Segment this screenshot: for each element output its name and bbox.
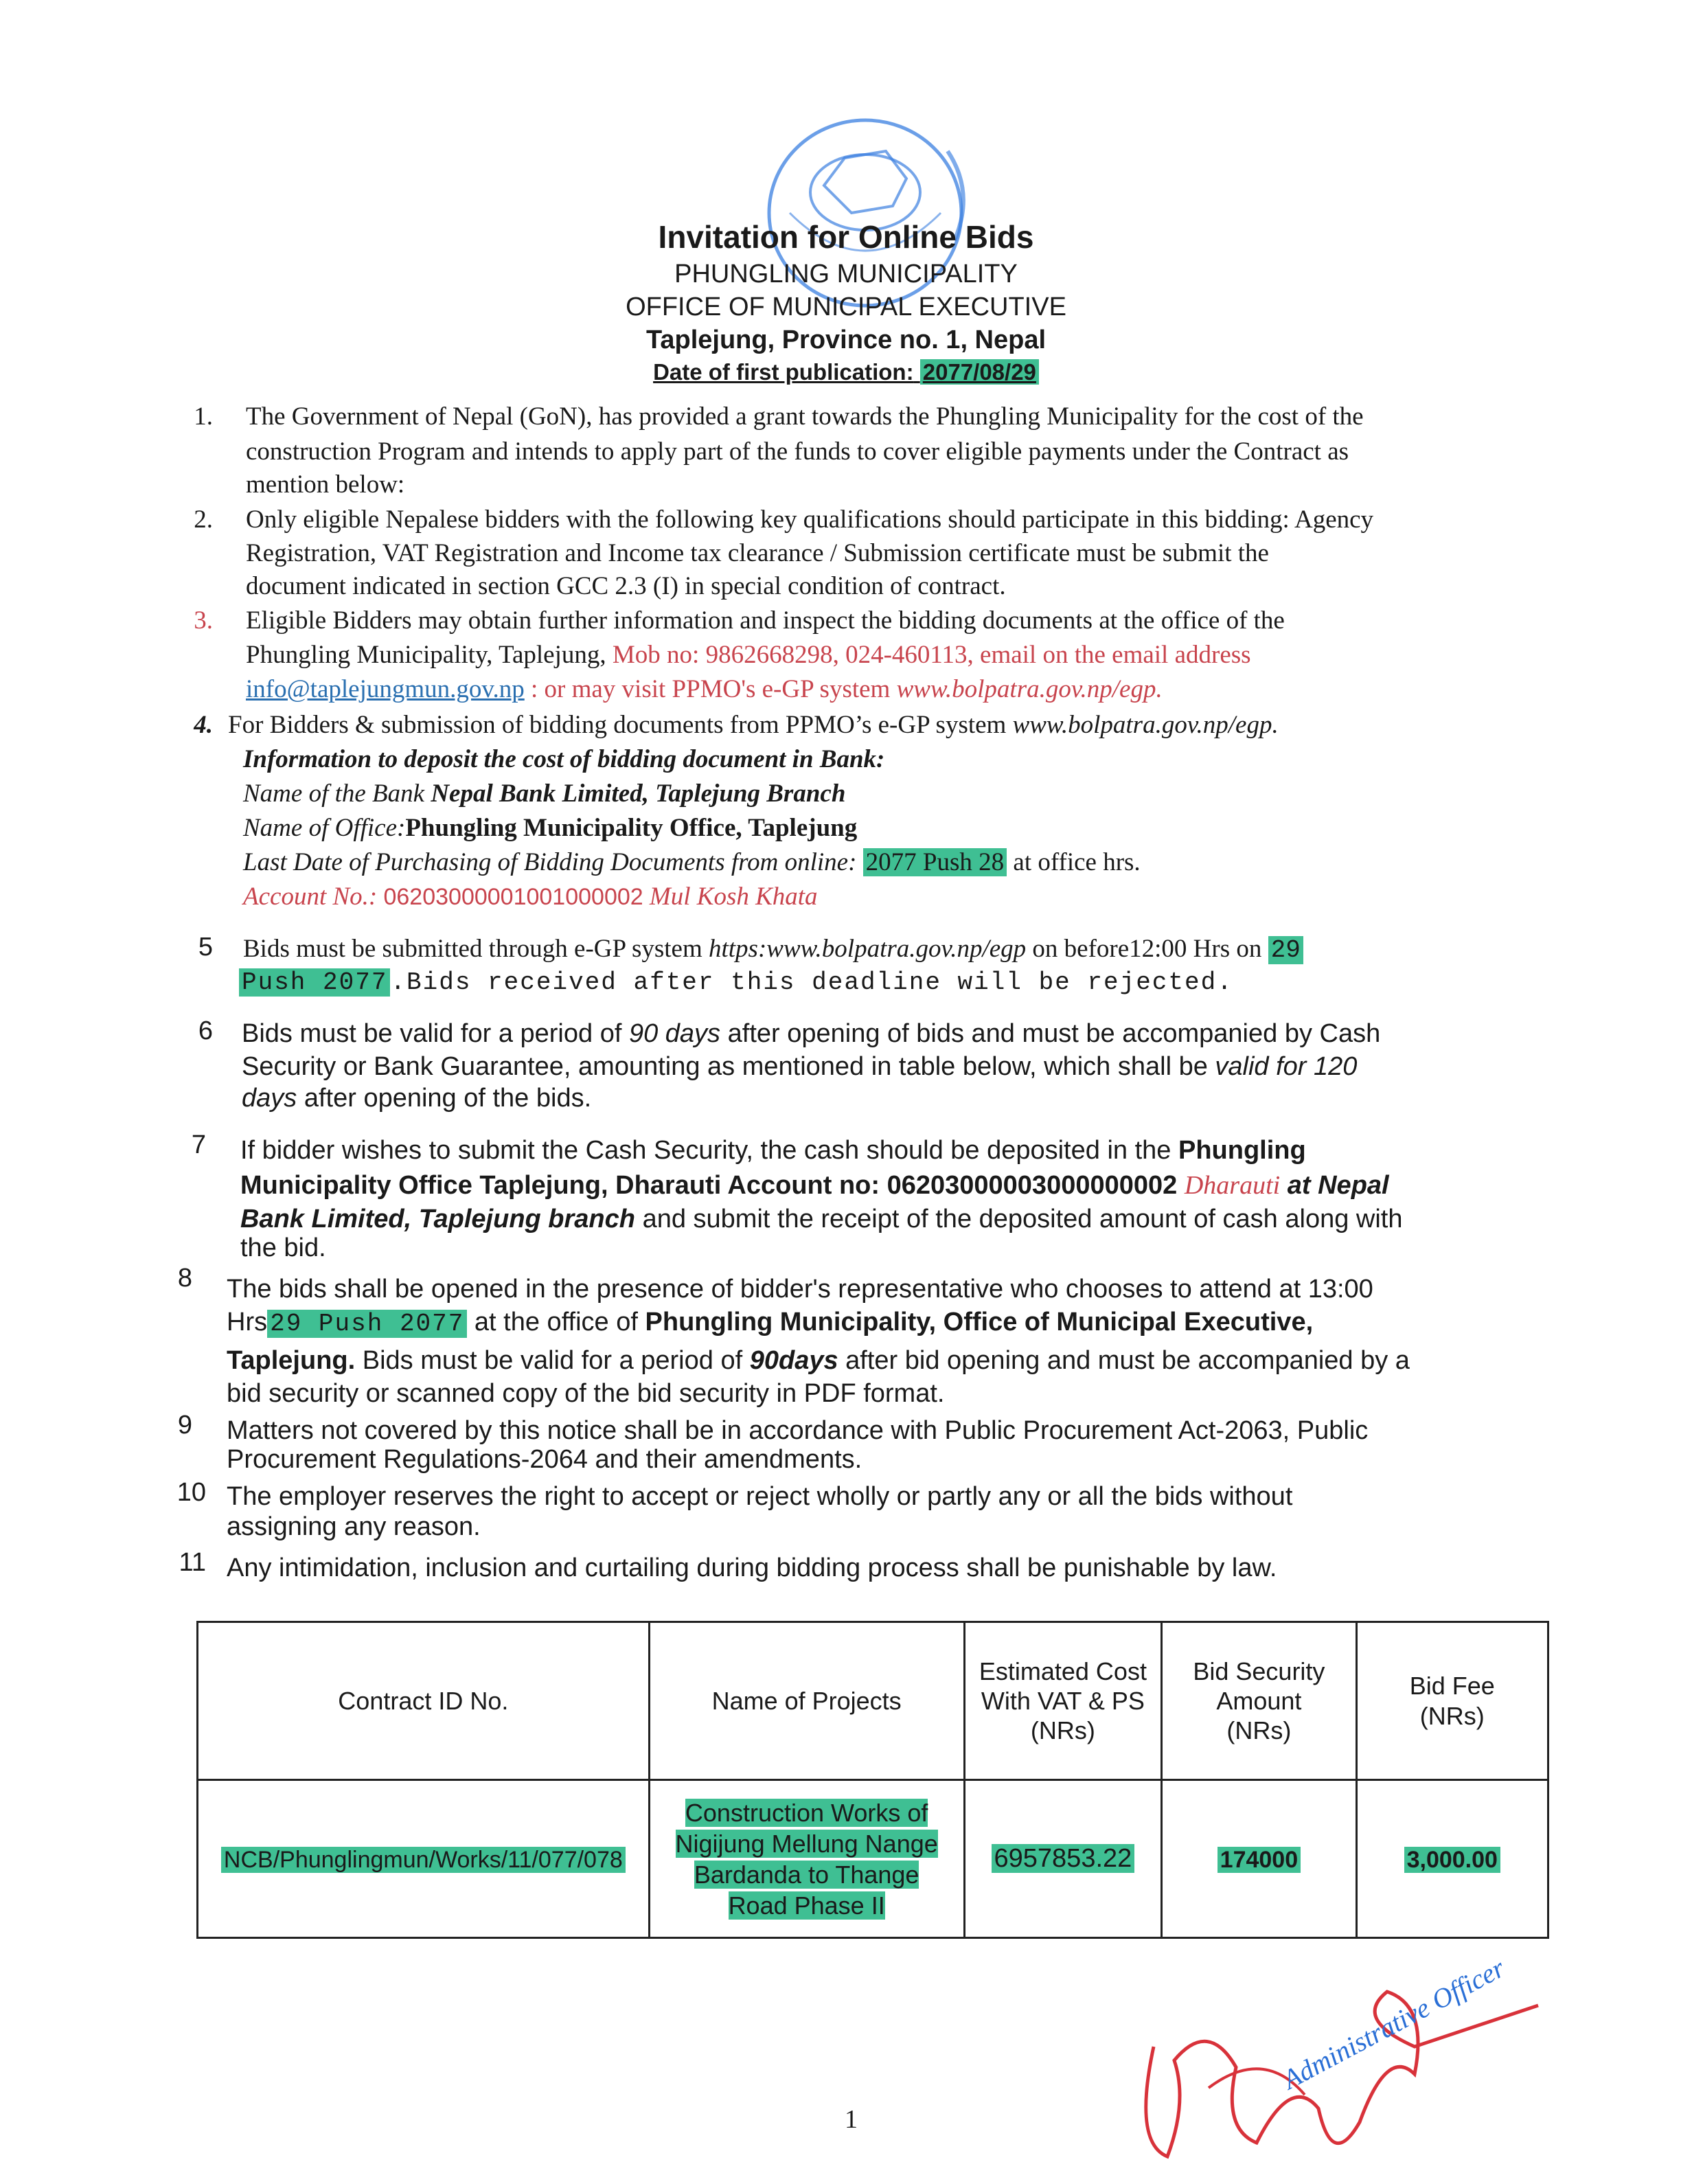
item-7-line-1: [240, 1136, 1306, 1165]
org-name: PHUNGLING MUNICIPALITY: [674, 260, 1018, 288]
bid-security-value: 174000: [1217, 1847, 1301, 1873]
header-bid-security: [1162, 1622, 1356, 1780]
header-bid-fee-line-1: Bid Fee: [1409, 1672, 1495, 1700]
item-7-line-3: [240, 1205, 1402, 1234]
header-bid-security-line-3: (NRs): [1226, 1716, 1292, 1745]
item-2-line-2: Registration, VAT Registration and Income tax clearance / Submission certificate must be submit the: [246, 539, 1269, 567]
item-10-line-2: assigning any reason.: [227, 1512, 481, 1541]
publication-date-value: 2077/08/29: [920, 359, 1039, 385]
item-3-line-2: [246, 640, 1251, 670]
item-8-date: 29 Push 2077: [267, 1310, 467, 1338]
project-line-1: Construction Works of: [685, 1798, 928, 1827]
cell-bid-security: [1162, 1780, 1356, 1938]
item-7-branch: Bank Limited, Taplejung branch: [240, 1205, 635, 1233]
item-3-egp-text: : or may visit PPMO's e-GP system: [531, 675, 891, 703]
office-name-label: Name of Office:: [243, 814, 406, 842]
item-8-text-c: after bid opening and must be accompanied by a: [845, 1346, 1410, 1375]
item-5-line-2: [239, 968, 1233, 997]
item-5-date: Push 2077: [239, 968, 390, 997]
item-7-account: Municipality Office Taplejung, Dharauti Account no: 06203000003000000002: [240, 1171, 1178, 1200]
item-7-text-a: If bidder wishes to submit the Cash Security, the cash should be deposited in the: [240, 1136, 1171, 1165]
header-estimated-cost-line-1: Estimated Cost: [979, 1657, 1147, 1685]
item-number-11: 11: [179, 1548, 206, 1577]
bid-table: [196, 1621, 1549, 1939]
item-number-5: 5: [198, 933, 213, 962]
item-6-text-d: after opening of the bids.: [304, 1084, 592, 1113]
header-bid-fee: [1356, 1622, 1548, 1780]
item-6-line-3: [242, 1084, 591, 1113]
item-2-line-3: document indicated in section GCC 2.3 (I) in special condition of contract.: [246, 572, 1006, 600]
item-6-line-2: [242, 1052, 1357, 1082]
office-name-line: [243, 813, 857, 843]
project-line-4: Road Phase II: [728, 1891, 885, 1920]
header-estimated-cost-line-2: With VAT & PS: [981, 1686, 1145, 1715]
item-11-line-1: Any intimidation, inclusion and curtailing during bidding process shall be punishable by law.: [227, 1554, 1277, 1582]
contract-id-value: NCB/Phunglingmun/Works/11/077/078: [221, 1847, 626, 1873]
header-bid-fee-line-2: (NRs): [1419, 1701, 1485, 1730]
header-estimated-cost-line-3: (NRs): [1030, 1716, 1095, 1745]
item-7-line-2: [240, 1170, 1389, 1201]
item-6-validity: valid for 120: [1215, 1052, 1358, 1081]
page-number: 1: [845, 2105, 858, 2134]
item-8-office: Phungling Municipality, Office of Municipal Executive,: [645, 1308, 1314, 1336]
cell-project-name: [649, 1780, 964, 1938]
bank-info-heading: Information to deposit the cost of bidding document in Bank:: [243, 745, 885, 773]
item-number-10: 10: [176, 1478, 206, 1507]
item-5-intro: Bids must be submitted through e-GP system: [243, 935, 702, 963]
item-number-3: 3.: [194, 606, 213, 635]
item-8-hrs: Hrs: [227, 1308, 268, 1336]
egp-url[interactable]: www.bolpatra.gov.np/egp.: [896, 675, 1163, 703]
item-8-text-a: at the office of: [474, 1308, 638, 1336]
account-label: Account No.:: [243, 883, 378, 911]
item-8-text-b: Bids must be valid for a period of: [362, 1346, 743, 1375]
page-title: Invitation for Online Bids: [658, 219, 1034, 255]
location: Taplejung, Province no. 1, Nepal: [645, 326, 1047, 354]
item-4-line-1: [228, 710, 1279, 740]
item-6-days: 90 days: [628, 1019, 721, 1048]
item-7-bank: at Nepal: [1287, 1171, 1389, 1200]
last-date-label: Last Date of Purchasing of Bidding Documents from online:: [243, 848, 857, 876]
last-date-value: 2077 Push 28: [863, 848, 1007, 876]
item-number-4: 4.: [194, 711, 213, 739]
item-9-line-2: Procurement Regulations-2064 and their amendments.: [227, 1445, 862, 1474]
item-1-line-3: mention below:: [246, 470, 405, 499]
account-type: Mul Kosh Khata: [649, 883, 818, 911]
officer-stamp: Administrative Officer: [1277, 1952, 1510, 2095]
cell-bid-fee: [1356, 1780, 1548, 1938]
item-6-text-c: Security or Bank Guarantee, amounting as mentioned in table below, which shall be: [242, 1052, 1208, 1081]
cell-contract-id: [198, 1780, 650, 1938]
item-8-line-4: bid security or scanned copy of the bid security in PDF format.: [227, 1379, 945, 1408]
item-number-6: 6: [198, 1016, 213, 1045]
last-date-line: [243, 848, 1141, 877]
header-bid-security-line-2: Amount: [1216, 1686, 1302, 1715]
item-10-line-1: The employer reserves the right to accept or reject wholly or partly any or all the bids without: [227, 1482, 1293, 1511]
item-number-9: 9: [177, 1411, 192, 1440]
item-5-deadline: .Bids received after this deadline will be rejected.: [390, 968, 1233, 997]
last-date-suffix: at office hrs.: [1013, 848, 1141, 876]
item-number-7: 7: [191, 1130, 206, 1159]
item-9-line-1: Matters not covered by this notice shall be in accordance with Public Procurement Act-2063, Public: [227, 1416, 1369, 1445]
item-7-dharauti: Dharauti: [1184, 1171, 1281, 1200]
office-name: OFFICE OF MUNICIPAL EXECUTIVE: [626, 293, 1066, 321]
table-header-row: [198, 1622, 1548, 1780]
item-6-text-b: after opening of bids and must be accompanied by Cash: [727, 1019, 1381, 1048]
item-5-day: 29: [1268, 936, 1303, 964]
item-8-line-3: [227, 1346, 1410, 1376]
item-5-line-1: [243, 934, 1303, 964]
project-line-3: Bardanda to Thange: [694, 1860, 919, 1889]
account-line: [243, 882, 818, 911]
item-3-line-1: Eligible Bidders may obtain further information and inspect the bidding documents at the office of the: [246, 606, 1285, 635]
item-4-url[interactable]: www.bolpatra.gov.np/egp.: [1012, 711, 1279, 739]
header-estimated-cost: [964, 1622, 1162, 1780]
item-8-days: 90days: [749, 1346, 838, 1375]
bank-name-value: Nepal Bank Limited, Taplejung Branch: [431, 780, 846, 808]
item-6-text-a: Bids must be valid for a period of: [242, 1019, 622, 1048]
bank-name-label: Name of the Bank: [243, 780, 425, 808]
item-2-line-1: Only eligible Nepalese bidders with the following key qualifications should participate in this bidding: Agency: [246, 505, 1374, 534]
item-5-time: on before12:00 Hrs on: [1032, 935, 1262, 963]
item-4-intro: For Bidders & submission of bidding documents from PPMO’s e-GP system: [228, 711, 1007, 739]
item-number-2: 2.: [194, 505, 213, 534]
item-8-line-2: [227, 1308, 1313, 1338]
item-6-line-1: [242, 1019, 1380, 1049]
header-bid-security-line-1: Bid Security: [1193, 1657, 1325, 1685]
item-1-line-2: construction Program and intends to apply part of the funds to cover eligible payments under the Contract as: [246, 437, 1349, 466]
cell-estimated-cost: [964, 1780, 1162, 1938]
item-3-office: Phungling Municipality, Taplejung,: [246, 641, 606, 669]
bid-fee-value: 3,000.00: [1404, 1847, 1500, 1873]
item-7-municipality: Phungling: [1178, 1136, 1306, 1165]
item-7-line-4: the bid.: [240, 1233, 326, 1262]
header-project-name: Name of Projects: [649, 1622, 964, 1780]
item-3-line-3: [246, 674, 1163, 704]
email-link[interactable]: info@taplejungmun.gov.np: [246, 675, 525, 703]
header-contract-id: Contract ID No.: [198, 1622, 650, 1780]
bank-name-line: [243, 779, 845, 808]
account-number: 06203000001001000002: [383, 884, 643, 910]
estimated-cost-value: 6957853.22: [992, 1844, 1135, 1873]
office-name-value: Phungling Municipality Office, Taplejung: [405, 814, 858, 842]
item-7-text-b: and submit the receipt of the deposited amount of cash along with: [642, 1205, 1403, 1233]
item-8-taplejung: Taplejung.: [227, 1346, 356, 1375]
item-6-days-word: days: [242, 1084, 297, 1113]
item-8-line-1: The bids shall be opened in the presence of bidder's representative who chooses to attend at 13:00: [227, 1275, 1373, 1304]
project-line-2: Nigijung Mellung Nange: [675, 1829, 938, 1858]
publication-date: [0, 359, 1692, 385]
item-3-contact: Mob no: 9862668298, 024-460113, email on the email address: [612, 641, 1251, 669]
item-5-url[interactable]: https:www.bolpatra.gov.np/egp: [708, 935, 1027, 963]
item-1-line-1: The Government of Nepal (GoN), has provided a grant towards the Phungling Municipality for the cost of the: [246, 402, 1364, 431]
item-number-8: 8: [177, 1264, 192, 1293]
item-number-1: 1.: [194, 402, 213, 431]
table-row: [198, 1780, 1548, 1938]
publication-date-label: Date of first publication:: [653, 359, 914, 385]
